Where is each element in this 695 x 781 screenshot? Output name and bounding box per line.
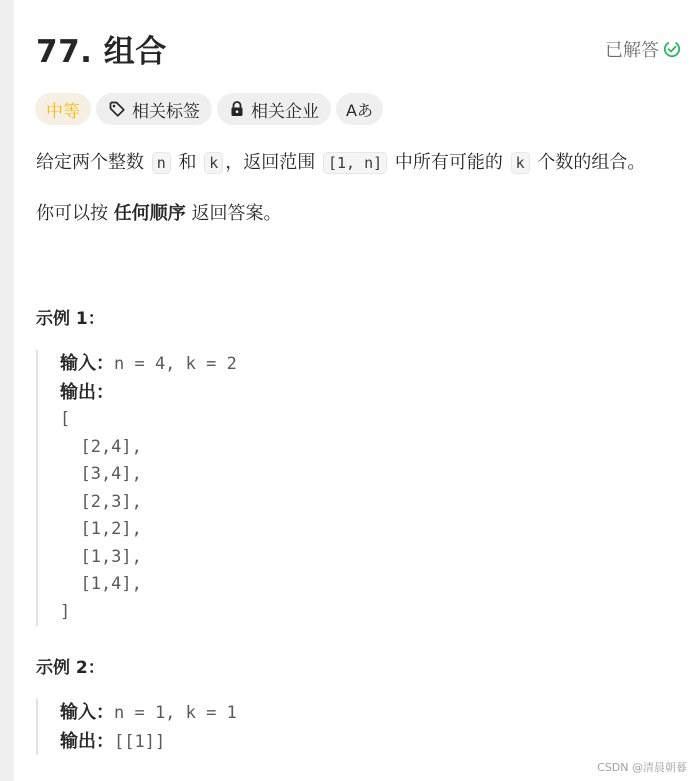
output-line: ] [60, 601, 71, 622]
desc-text: 你可以按 [36, 203, 114, 224]
example-2-input [60, 699, 237, 728]
problem-title: 77. 组合 [36, 34, 167, 70]
input-label: 输入： [60, 702, 114, 723]
desc-text: 返回答案。 [185, 203, 282, 224]
related-tags-button[interactable] [96, 93, 212, 125]
check-circle-icon [663, 40, 681, 58]
related-companies-button[interactable] [217, 93, 331, 125]
solved-label: 已解答 [605, 40, 659, 61]
output-label: 输出： [60, 381, 114, 403]
description-paragraph-2 [36, 201, 281, 227]
desc-bold-text: 任何顺序 [113, 203, 186, 224]
output-line: [2,4], [60, 436, 142, 457]
output-line: [1,3], [60, 546, 142, 567]
solved-status [605, 36, 681, 62]
output-value: [[1]] [114, 731, 166, 752]
example-1-block [36, 350, 237, 626]
output-line: [3,4], [60, 464, 142, 484]
input-value: n = 1, k = 1 [114, 703, 237, 723]
desc-text: 中所有可能的 [389, 152, 509, 173]
output-line: [1,4], [60, 574, 142, 594]
desc-text: 和 [172, 152, 203, 173]
desc-text: 个数的组合。 [531, 152, 646, 173]
desc-text: 给定两个整数 [36, 152, 150, 173]
example-2-block [36, 699, 237, 755]
inline-code-k: k [511, 152, 530, 174]
tag-icon [108, 100, 126, 118]
output-line: [2,3], [60, 491, 142, 512]
output-line: [1,2], [60, 519, 142, 539]
input-value: n = 4, k = 2 [114, 354, 237, 374]
problem-header [36, 26, 681, 76]
lock-icon [229, 100, 245, 118]
description-paragraph-1 [36, 150, 645, 176]
desc-text: ，返回范围 [225, 152, 321, 173]
inline-code-n: n [152, 152, 171, 174]
output-line: [ [60, 409, 71, 429]
translate-button[interactable] [336, 93, 383, 125]
related-tags-label: 相关标签 [132, 101, 200, 122]
watermark: CSDN @清晨朝暮 [597, 761, 687, 774]
difficulty-badge[interactable] [35, 93, 91, 125]
example-1-title: 示例 1： [36, 309, 105, 329]
related-companies-label: 相关企业 [251, 101, 319, 122]
example-2-title: 示例 2： [36, 658, 105, 678]
inline-code-k: k [204, 152, 223, 174]
problem-panel [14, 0, 695, 781]
difficulty-label: 中等 [46, 101, 80, 122]
translate-icon: Aあ [346, 100, 373, 120]
output-label: 输出： [60, 730, 114, 752]
example-2-output [60, 728, 237, 757]
tag-bar [35, 93, 383, 125]
inline-code-range: [1, n] [323, 152, 387, 174]
example-1-output [60, 379, 237, 407]
example-1-input [60, 350, 237, 379]
input-label: 输入： [60, 353, 114, 374]
